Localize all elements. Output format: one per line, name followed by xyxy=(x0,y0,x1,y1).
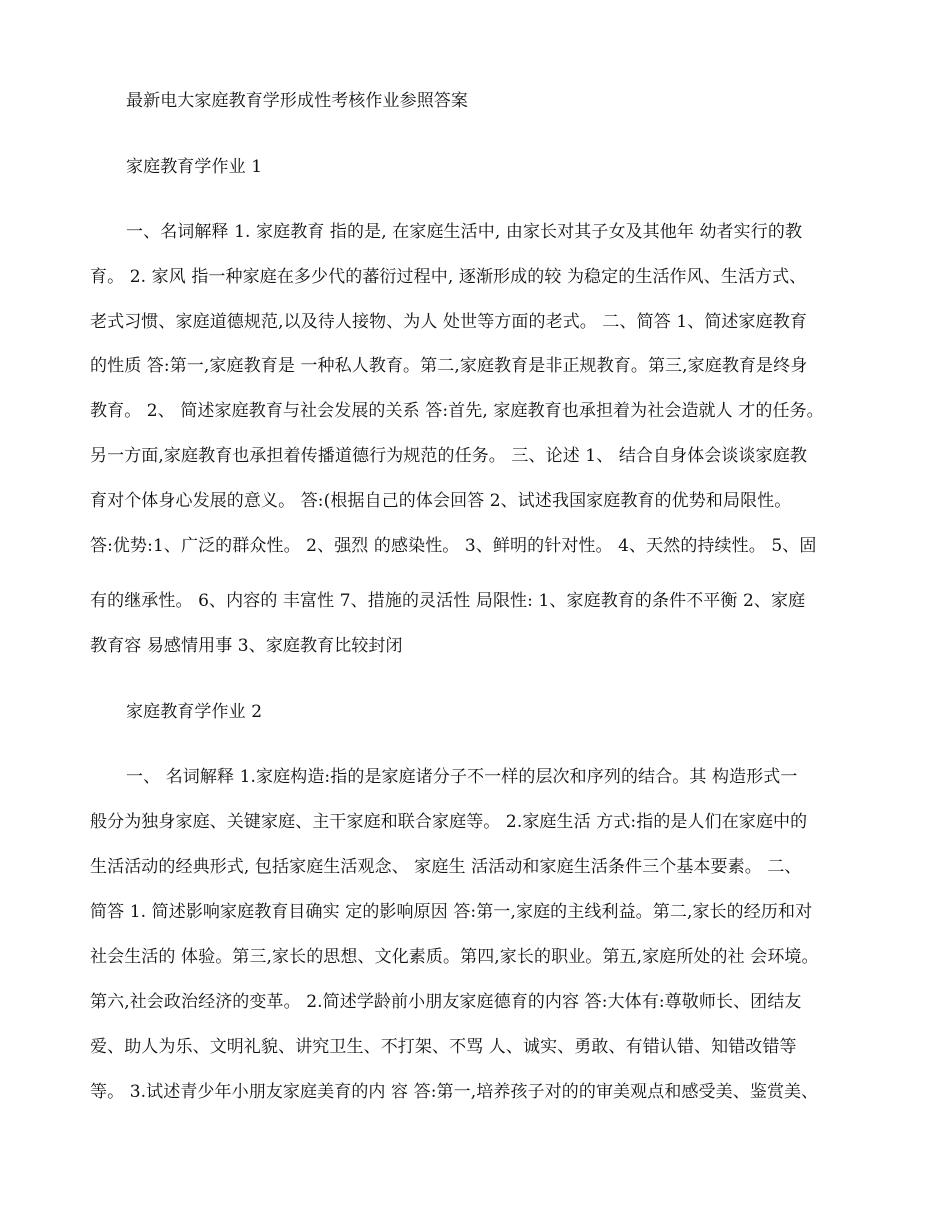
paragraph-line: 一、名词解释 1. 家庭教育 指的是, 在家庭生活中, 由家长对其子女及其他年 幼者实行的教 xyxy=(126,222,803,242)
paragraph-line: 第六,社会政治经济的变革。 2.简述学龄前小朋友家庭德育的内容 答:大体有:尊敬师长、团结友 xyxy=(90,992,802,1012)
section-heading: 家庭教育学作业 2 xyxy=(126,702,263,722)
paragraph-line: 另一方面,家庭教育也承担着传播道德行为规范的任务。 三、论述 1、 结合自身体会谈谈家庭教 xyxy=(90,446,807,466)
paragraph-line: 爱、助人为乐、文明礼貌、讲究卫生、不打架、不骂 人、诚实、勇敢、有错认错、知错改错等 xyxy=(90,1037,797,1057)
section-heading: 家庭教育学作业 1 xyxy=(126,157,263,177)
paragraph-line: 生活活动的经典形式, 包括家庭生活观念、 家庭生 活活动和家庭生活条件三个基本要素。 二、 xyxy=(90,857,802,877)
document-title: 最新电大家庭教育学形成性考核作业参照答案 xyxy=(126,91,468,111)
paragraph-line: 社会生活的 体验。第三,家长的思想、文化素质。第四,家长的职业。第五,家庭所处的社 会环境。 xyxy=(90,947,819,967)
paragraph-line: 育。 2. 家风 指一种家庭在多少代的蕃衍过程中, 逐渐形成的较 为稳定的生活作风、生活方式、 xyxy=(90,267,807,287)
paragraph-line: 般分为独身家庭、关键家庭、主干家庭和联合家庭等。 2.家庭生活 方式:指的是人们在家庭中的 xyxy=(90,812,808,832)
paragraph-line: 育对个体身心发展的意义。 答:(根据自己的体会回答 2、试述我国家庭教育的优势和局限性。 xyxy=(90,491,792,511)
paragraph-line: 教育。 2、 简述家庭教育与社会发展的关系 答:首先, 家庭教育也承担着为社会造就人 才的任务。 xyxy=(90,401,824,421)
paragraph-line: 老式习惯、家庭道德规范,以及待人接物、为人 处世等方面的老式。 二、简答 1、简述家庭教育 xyxy=(90,312,807,332)
paragraph-line: 等。 3.试述青少年小朋友家庭美育的内 容 答:第一,培养孩子对的的审美观点和感受美、鉴赏美、 xyxy=(90,1082,819,1102)
paragraph-line: 简答 1. 简述影响家庭教育目确实 定的影响原因 答:第一,家庭的主线利益。第二,家长的经历和对 xyxy=(90,902,813,922)
paragraph-line: 教育容 易感情用事 3、家庭教育比较封闭 xyxy=(90,636,403,656)
paragraph-line: 一、 名词解释 1.家庭构造:指的是家庭诸分子不一样的层次和序列的结合。其 构造形式一 xyxy=(126,767,798,787)
paragraph-line: 的性质 答:第一,家庭教育是 一种私人教育。第二,家庭教育是非正规教育。第三,家庭教育是终身 xyxy=(90,356,808,376)
paragraph-line: 答:优势:1、广泛的群众性。 2、强烈 的感染性。 3、鲜明的针对性。 4、天然的持续性。 5、固 xyxy=(90,536,817,556)
paragraph-line: 有的继承性。 6、内容的 丰富性 7、措施的灵活性 局限性: 1、家庭教育的条件不平衡 2、家庭 xyxy=(90,591,806,611)
